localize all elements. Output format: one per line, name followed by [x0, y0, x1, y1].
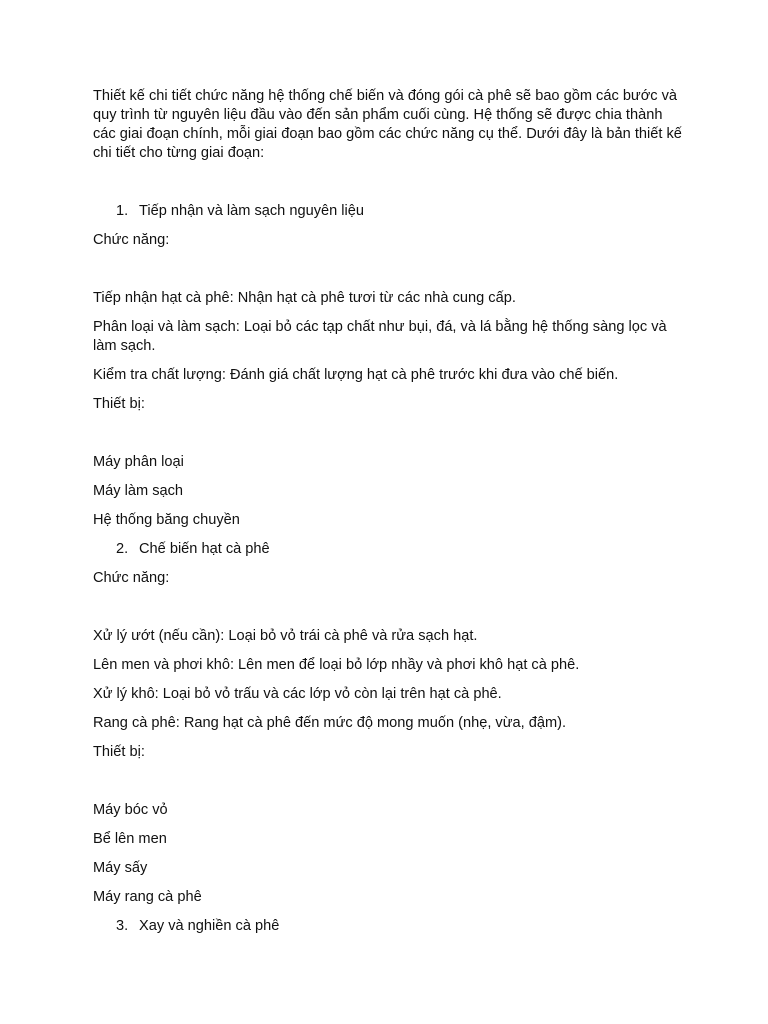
section-1-function-label: Chức năng: — [93, 232, 170, 248]
section-3-heading — [116, 917, 279, 936]
section-1-number: 1. — [116, 203, 129, 219]
section-2-equipment-3: Máy sấy — [93, 860, 148, 876]
section-1-equipment-label: Thiết bị: — [93, 396, 145, 412]
section-1-title: Tiếp nhận và làm sạch nguyên liệu — [139, 203, 364, 219]
section-2-equipment-2: Bể lên men — [93, 831, 167, 847]
section-1-heading — [116, 202, 364, 221]
section-2-number: 2. — [116, 541, 129, 557]
section-1-equipment-1: Máy phân loại — [93, 454, 184, 470]
section-2-equipment-1: Máy bóc vỏ — [93, 802, 168, 818]
section-2-title: Chế biến hạt cà phê — [139, 541, 270, 557]
section-1-equipment-2: Máy làm sạch — [93, 483, 184, 499]
section-2-function-4: Rang cà phê: Rang hạt cà phê đến mức độ mong muốn (nhẹ, vừa, đậm). — [93, 715, 567, 731]
section-1-equipment-3: Hệ thống băng chuyền — [93, 512, 240, 528]
section-2-function-1: Xử lý ướt (nếu cần): Loại bỏ vỏ trái cà phê và rửa sạch hạt. — [93, 628, 478, 644]
section-1-function-1: Tiếp nhận hạt cà phê: Nhận hạt cà phê tươi từ các nhà cung cấp. — [93, 290, 516, 306]
section-3-title: Xay và nghiền cà phê — [139, 918, 280, 934]
section-2-equipment-4: Máy rang cà phê — [93, 889, 202, 905]
section-2-function-2: Lên men và phơi khô: Lên men để loại bỏ lớp nhầy và phơi khô hạt cà phê. — [93, 657, 580, 673]
section-2-function-3: Xử lý khô: Loại bỏ vỏ trấu và các lớp vỏ còn lại trên hạt cà phê. — [93, 686, 502, 702]
section-3-number: 3. — [116, 918, 129, 934]
section-2-heading — [116, 540, 270, 559]
section-1-function-3: Kiểm tra chất lượng: Đánh giá chất lượng hạt cà phê trước khi đưa vào chế biến. — [93, 367, 619, 383]
section-2-equipment-label: Thiết bị: — [93, 744, 145, 760]
section-2-function-label: Chức năng: — [93, 570, 170, 586]
intro-paragraph: Thiết kế chi tiết chức năng hệ thống chế biến và đóng gói cà phê sẽ bao gồm các bước và quy trình từ nguyên liệu đầu vào đến sản phẩm cuối cùng. Hệ thống sẽ được chia thành các giai đoạn chính, mỗi giai đoạn bao gồm các chức năng cụ thể. Dưới đây là bản thiết kế chi tiết cho từng giai đoạn: — [93, 88, 682, 161]
section-1-function-2: Phân loại và làm sạch: Loại bỏ các tạp chất như bụi, đá, và lá bằng hệ thống sàng lọc và làm sạch. — [93, 319, 667, 354]
